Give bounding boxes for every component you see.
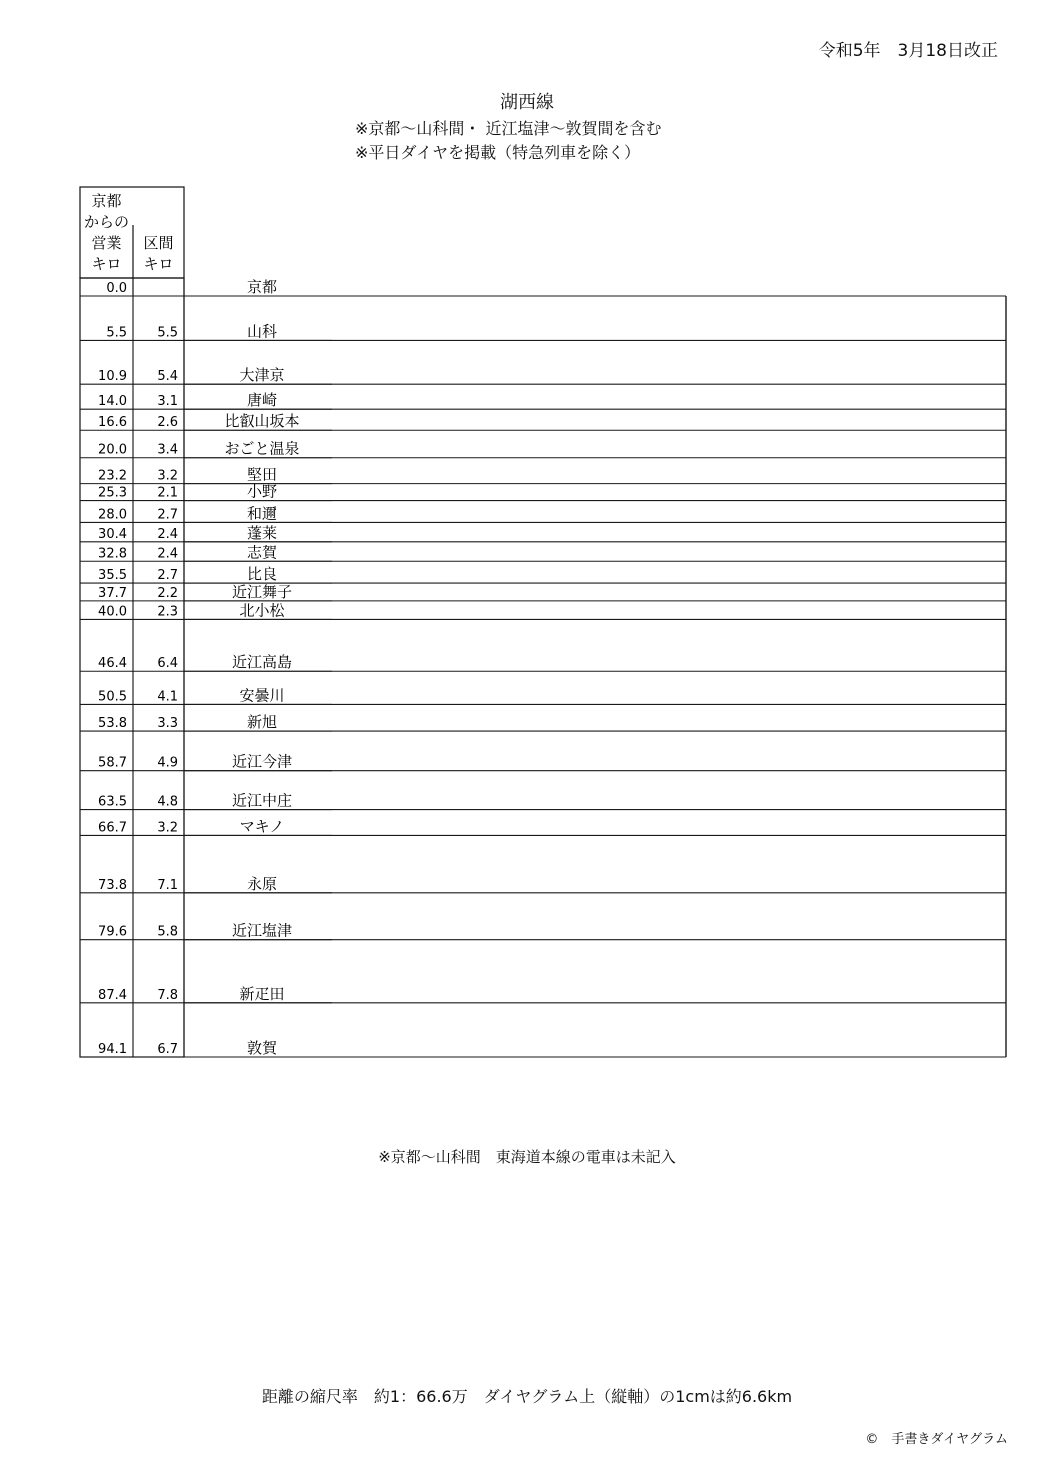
revision-date: 令和5年 3月18日改正 [818,41,998,61]
header-km-label: キロ [91,255,122,273]
header-section-label: 区間 [143,234,174,252]
station-km: 53.8 [98,716,127,732]
station-name: 近江高島 [231,653,293,672]
station-km: 25.3 [98,485,127,501]
station-section-km: 5.4 [157,369,178,385]
station-name: 蓬莱 [246,523,278,542]
station-name: 近江今津 [231,752,293,771]
header-km-label: 営業 [91,234,122,252]
station-name: 新疋田 [239,984,285,1003]
header-km-label: からの [83,213,130,231]
station-section-km: 3.4 [157,442,178,458]
station-name: 新旭 [246,713,278,732]
station-section-km: 2.7 [157,507,178,523]
station-section-km: 2.2 [157,585,178,601]
station-km: 40.0 [98,604,127,620]
copyright: © 手書きダイヤグラム [865,1432,1008,1447]
station-name: 京都 [246,278,278,296]
station-km: 73.8 [98,877,127,893]
note-weekday: ※平日ダイヤを掲載（特急列車を除く） [355,143,641,162]
station-name: 比良 [246,565,278,584]
station-km: 0.0 [106,281,127,296]
station-km: 30.4 [98,526,127,542]
station-section-km: 7.8 [157,987,178,1003]
station-name: 安曇川 [239,686,285,705]
station-name: 近江塩津 [231,921,293,940]
station-name: 和邇 [246,504,278,523]
station-km: 94.1 [98,1042,127,1057]
station-km: 58.7 [98,755,127,771]
station-km: 46.4 [98,656,127,672]
station-name: マキノ [239,817,285,836]
station-section-km: 3.2 [157,468,178,484]
station-name: 小野 [246,482,278,501]
station-section-km: 3.3 [157,716,178,732]
station-km: 5.5 [106,325,127,341]
station-name: 比叡山坂本 [224,412,300,431]
station-section-km: 4.8 [157,794,178,810]
station-km: 35.5 [98,568,127,584]
station-section-km: 2.1 [157,485,178,501]
station-name: 永原 [246,874,278,893]
station-section-km: 2.3 [157,604,178,620]
station-km: 79.6 [98,924,127,940]
station-name: 北小松 [239,601,285,620]
station-name: 近江中庄 [231,791,293,810]
header-section-label: キロ [143,255,174,273]
station-name: 大津京 [239,366,285,385]
station-section-km: 4.1 [157,689,178,705]
station-km: 66.7 [98,820,127,836]
station-section-km: 2.7 [157,568,178,584]
station-km: 28.0 [98,507,127,523]
station-km: 10.9 [98,369,127,385]
station-section-km: 2.6 [157,415,178,431]
station-name: 山科 [246,322,278,341]
scale-note: 距離の縮尺率 約1：66.6万 ダイヤグラム上（縦軸）の1cmは約6.6km [261,1387,793,1406]
station-km: 32.8 [98,546,127,562]
station-section-km: 7.1 [157,877,178,893]
station-name: 唐崎 [246,391,278,410]
station-name: 志賀 [246,543,278,562]
station-name: おごと温泉 [224,439,300,458]
station-km: 37.7 [98,585,127,601]
station-section-km: 5.5 [157,325,178,341]
footnote: ※京都～山科間 東海道本線の電車は未記入 [378,1148,676,1166]
station-km: 50.5 [98,689,127,705]
station-name: 堅田 [246,465,278,484]
header-km-label: 京都 [91,192,122,210]
station-section-km: 3.2 [157,820,178,836]
station-section-km: 4.9 [157,755,178,771]
station-section-km: 6.4 [157,656,178,672]
note-sections: ※京都～山科間・ 近江塩津～敦賀間を含む [355,119,662,138]
station-section-km: 2.4 [157,526,178,542]
station-km: 16.6 [98,415,127,431]
station-name: 近江舞子 [231,582,293,601]
station-km: 23.2 [98,468,127,484]
station-km: 63.5 [98,794,127,810]
station-section-km: 6.7 [157,1042,178,1057]
station-section-km: 5.8 [157,924,178,940]
station-km: 87.4 [98,987,127,1003]
station-km: 14.0 [98,394,127,410]
station-section-km: 3.1 [157,394,178,410]
station-section-km: 2.4 [157,546,178,562]
page-title: 湖西線 [500,92,554,113]
station-name: 敦賀 [246,1039,278,1057]
station-km: 20.0 [98,442,127,458]
